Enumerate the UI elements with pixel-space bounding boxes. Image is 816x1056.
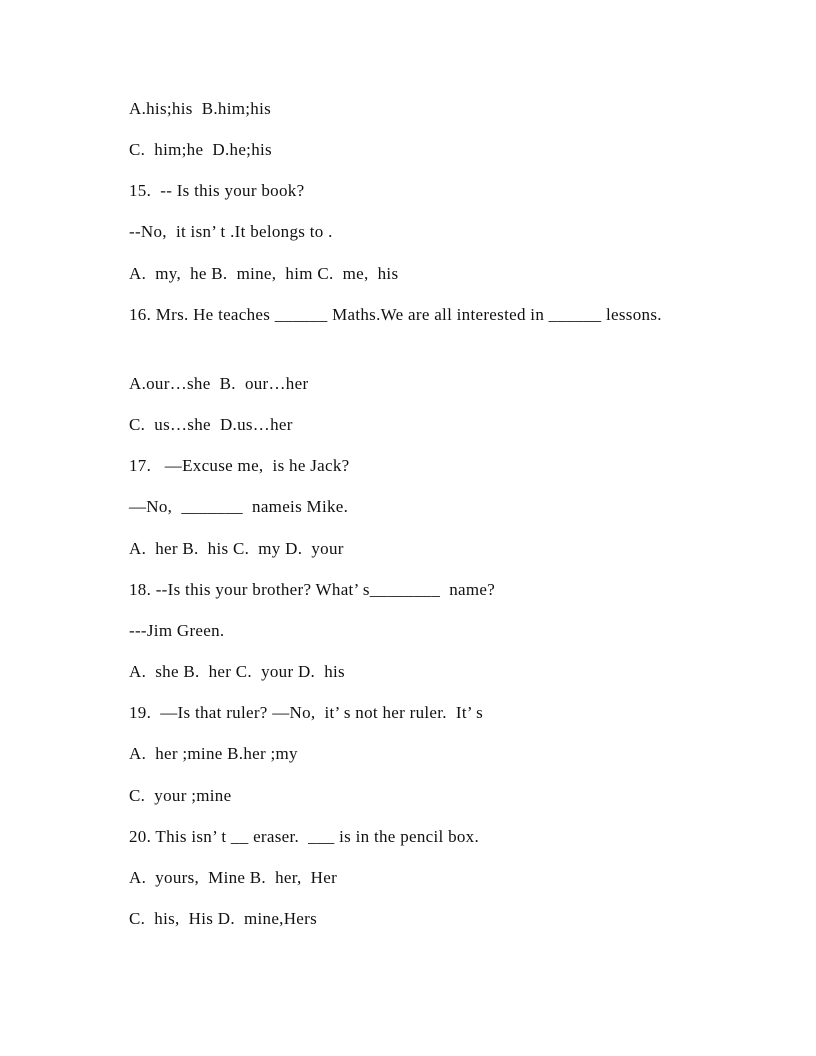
q19-options-c: C. your ;mine bbox=[129, 786, 232, 805]
q19-question: 19. —Is that ruler? —No, it’ s not her ruler. It’ s bbox=[129, 703, 484, 722]
q16-options-cd: C. us…she D.us…her bbox=[129, 415, 293, 434]
q15-options: A. my, he B. mine, him C. me, his bbox=[129, 264, 399, 283]
q17-options: A. her B. his C. my D. your bbox=[129, 539, 344, 558]
q18-answer-line: ---Jim Green. bbox=[129, 621, 225, 640]
q20-options-cd: C. his, His D. mine,Hers bbox=[129, 909, 318, 928]
q17-question: 17. —Excuse me, is he Jack? bbox=[129, 456, 350, 475]
q16-question: 16. Mrs. He teaches ______ Maths.We are all interested in ______ lessons. bbox=[129, 305, 662, 324]
q15-question: 15. -- Is this your book? bbox=[129, 181, 305, 200]
q20-question: 20. This isn’ t __ eraser. ___ is in the pencil box. bbox=[129, 827, 480, 846]
q14-options-ab: A.his;his B.him;his bbox=[129, 99, 272, 118]
q19-options-ab: A. her ;mine B.her ;my bbox=[129, 744, 298, 763]
q15-answer-line: --No, it isn’ t .It belongs to . bbox=[129, 222, 333, 241]
q18-question: 18. --Is this your brother? What’ s________ name? bbox=[129, 580, 496, 599]
q16-options-ab: A.our…she B. our…her bbox=[129, 374, 309, 393]
q20-options-ab: A. yours, Mine B. her, Her bbox=[129, 868, 338, 887]
q17-answer-line: —No, _______ nameis Mike. bbox=[129, 497, 349, 516]
q18-options: A. she B. her C. your D. his bbox=[129, 662, 345, 681]
q14-options-cd: C. him;he D.he;his bbox=[129, 140, 272, 159]
